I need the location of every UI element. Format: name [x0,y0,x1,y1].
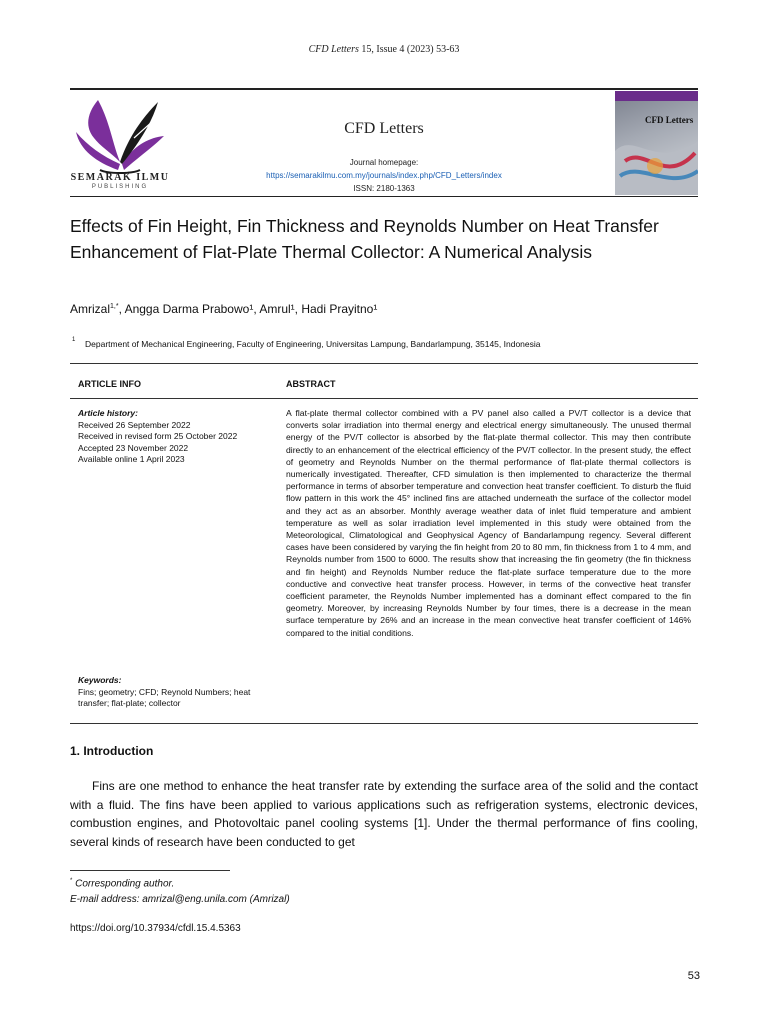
keywords-block [78,675,273,710]
table-top-rule [70,363,698,364]
journal-homepage-link[interactable]: https://semarakilmu.com.my/journals/index.php/CFD_Letters/index [266,171,502,180]
journal-cover-image [615,91,698,195]
section-heading-introduction: 1. Introduction [70,744,154,758]
journal-issn: ISSN: 2180-1363 [353,184,415,193]
history-accepted: Accepted 23 November 2022 [78,442,189,453]
history-received: Received 26 September 2022 [78,419,191,430]
corresponding-label: Corresponding author. [75,878,175,890]
keywords-label: Keywords: [78,675,122,685]
doi-link[interactable]: https://doi.org/10.37934/cfdl.15.4.5363 [70,923,241,934]
corresponding-email[interactable]: E-mail address: amrizal@eng.unila.com (Amrizal) [70,894,290,905]
corresponding-author-note [70,878,174,889]
first-author: Amrizal [70,302,111,316]
history-online: Available online 1 April 2023 [78,454,185,464]
keywords-list: Fins; geometry; CFD; Reynold Numbers; heat transfer; flat-plate; collector [78,686,251,708]
article-history [78,408,273,466]
journal-title: CFD Letters [344,120,424,137]
affiliation: Department of Mechanical Engineering, Faculty of Engineering, Universitas Lampung, Bandarlampung, 35145, Indonesia [85,339,541,349]
page-number: 53 [687,970,700,982]
publisher-name: SEMARAK ILMU [70,172,170,183]
abstract-heading: ABSTRACT [286,379,336,389]
author-list [70,302,377,316]
article-info-heading: ARTICLE INFO [78,379,141,389]
other-authors: , Angga Darma Prabowo¹, Amrul¹, Hadi Prayitno¹ [118,302,378,316]
history-label: Article history: [78,408,138,418]
table-header-rule [70,398,698,399]
footnote-rule [70,870,230,871]
cover-title: CFD Letters [645,115,694,125]
abstract-text: A flat-plate thermal collector combined with a PV panel also called a PV/T collector is a device that converts solar irradiation into thermal energy and electrical energy simultaneously. The unused thermal energy of the PV/T collector is absorbed by the flat-plate thermal collector. This may then contribute directly to an enhancement of the electrical efficiency of the PV/T collector. In the present study, the effect of geometry and Reynolds Number on the thermal performance of flat-plate thermal collectors is numerically investigated. Thereafter, CFD simulation is then implemented to characterize the thermal performance in terms of absorber temperature and convection heat transfer coefficient. To disturb the fluid flow pattern in this work the 45° inclined fins are attached underneath the surface of the collector model and they act as an absorber. Monthly average weather data of inlet fluid temperature and ambient temperature as well as solar irradiation level implemented in this study were obtained from the Meteorological, Climatological and Geophysical Agency of Bandarlampung regency. Several different cases have been considered by varying the fin height from 20 to 80 mm, fin thickness from 1 to 4 mm, and Reynolds number from 1500 to 6000. The results show that increasing the fin geometry (the fin thickness and fin height) and Reynolds Number reduce the flat-plate surface temperature due to the more conductive and convective heat transfer process. However, in terms of the convective heat transfer coefficient parameter, the Reynolds Number implemented has a dominant effect compared to the fin geometry. Moreover, by increasing Reynolds Number by four times, there is a decrease in the mean surface temperature by 26% and an increase in the mean convective heat transfer coefficient of 146% compared to the initial conditions. [286,408,691,638]
cover-art-icon [615,91,698,195]
footnote-mark: * [70,878,73,884]
introduction-paragraph: Fins are one method to enhance the heat transfer rate by extending the surface area of the solid and the contact with a fluid. The fins have been applied to various applications such as refrigeration systems, electronic devices, combustion engines, and Photovoltaic panel cooling systems [1]. Under the thermal performance of fins cooling, several kinds of research have been conducted to get [70,779,698,850]
publisher-subtitle: PUBLISHING [91,184,149,190]
affiliation-mark: 1 [72,337,76,343]
header-top-rule [70,88,698,90]
paper-title: Effects of Fin Height, Fin Thickness and Reynolds Number on Heat Transfer Enhancement of Flat-Plate Thermal Collector: A Numerical Analysis [70,216,659,262]
first-author-mark: 1,* [110,303,119,310]
running-head [0,44,768,55]
history-revised: Received in revised form 25 October 2022 [78,431,238,441]
header-bottom-rule [70,196,698,197]
table-bottom-rule [70,723,698,724]
running-head-journal: CFD Letters [308,44,359,55]
journal-homepage-label: Journal homepage: [349,158,419,167]
running-head-issue: 15, Issue 4 (2023) 53-63 [358,44,460,55]
